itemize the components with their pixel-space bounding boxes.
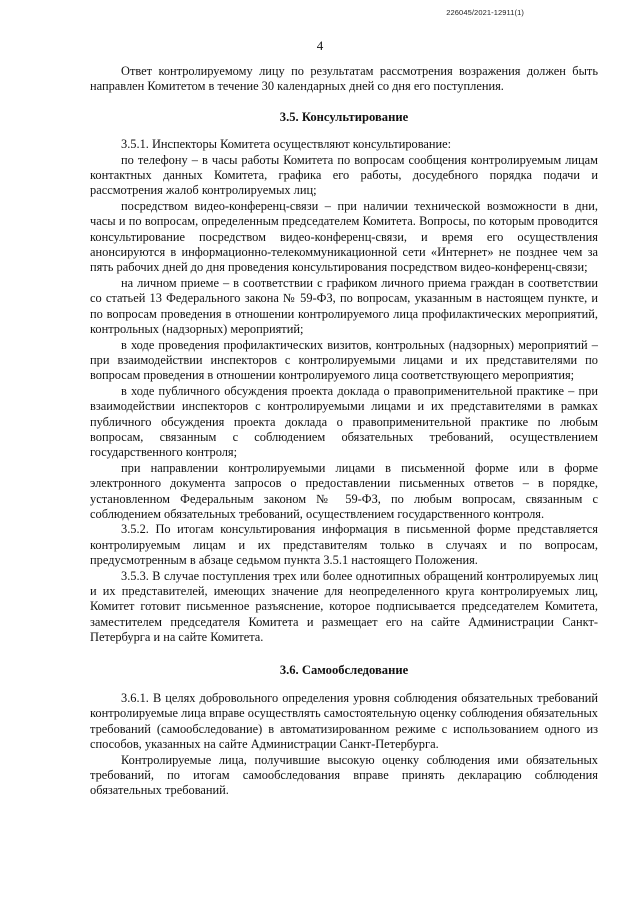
paragraph-3-5-3: 3.5.3. В случае поступления трех или более однотипных обращений контролируемых лиц и их представителей, имеющих значение для неопределенного круга контролируемых лиц, Комитет готовит письменное разъяснение, которое подписывается председателем Комитета, заместителем председателя Комитета и размещает его на сайте Администрации Санкт-Петербурга и на сайте Комитета. — [90, 568, 598, 645]
paragraph-3-5-1: 3.5.1. Инспекторы Комитета осуществляют консультирование: — [121, 137, 452, 152]
page-number: 4 — [316, 38, 324, 53]
paragraph-video: посредством видео-конференц-связи – при наличии технической возможности в дни, часы и по вопросам, определенным председателем Комитета. Вопросы, по которым проводится консультирование посредством видео-конференц-связи, и время его осуществления анонсируются в информационно-телекоммуникационной сети «Интернет» не позднее чем за пять рабочих дней до дня проведения консультирования посредством видео-конференц-связи; — [90, 198, 598, 275]
paragraph-visits: в ходе проведения профилактических визитов, контрольных (надзорных) мероприятий – при взаимодействии инспекторов с контролируемыми лицами и их представителями по вопросам проведения в отношении контролируемого лица соответствующего мероприятия; — [90, 337, 598, 383]
paragraph-declaration: Контролируемые лица, получившие высокую оценку соблюдения ими обязательных требований, по итогам самообследования вправе принять декларацию соблюдения обязательных требований. — [90, 752, 598, 798]
paragraph-written: при направлении контролируемыми лицами в письменной форме или в форме электронного документа запросов о предоставлении письменных ответов – в порядке, установленном Федеральным законом № 59-ФЗ, по любым вопросам, связанным с соблюдением обязательных требований, осуществлением государственного контроля. — [90, 460, 598, 521]
section-3-5-title: 3.5. Консультирование — [279, 109, 409, 124]
paragraph-3-5-2: 3.5.2. По итогам консультирования информация в письменной форме представляется контролируемым лицам и их представителям только в случаях и по вопросам, предусмотренным в абзаце седьмом пункта 3.5.1 настоящего Положения. — [90, 522, 598, 568]
intro-paragraph: Ответ контролируемому лицу по результатам рассмотрения возражения должен быть направлен Комитетом в течение 30 календарных дней со дня его поступления. — [90, 64, 598, 94]
paragraph-3-6-1: 3.6.1. В целях добровольного определения уровня соблюдения обязательных требований контролируемые лица вправе осуществлять самостоятельную оценку соблюдения обязательных требований (самообследование) в автоматизированном режиме с использованием одного из способов, указанных на сайте Администрации Санкт-Петербурга. — [90, 691, 598, 752]
paragraph-public: в ходе публичного обсуждения проекта доклада о правоприменительной практике – при взаимодействии инспекторов с контролируемыми лицами и их представителями в рамках публичного обсуждения проекта доклада о правоприменительной практике по любым вопросам, связанным с соблюдением обязательных требований, осуществлением государственного контроля; — [90, 383, 598, 460]
document-id: 226045/2021-12911(1) — [446, 8, 524, 17]
paragraph-personal: на личном приеме – в соответствии с графиком личного приема граждан в соответствии со статьей 13 Федерального закона № 59-ФЗ, по вопросам, указанным в настоящем пункте, и по вопросам проведения в отношении контролируемого лица профилактических мероприятий, контрольных (надзорных) мероприятий; — [90, 275, 598, 337]
paragraph-phone: по телефону – в часы работы Комитета по вопросам сообщения контролируемым лицам контактных данных Комитета, графика его работы, досудебного порядка подачи и рассмотрения жалоб контролируемых лиц; — [90, 152, 598, 198]
document-body — [90, 64, 598, 799]
section-3-6-title: 3.6. Самообследование — [279, 662, 409, 677]
